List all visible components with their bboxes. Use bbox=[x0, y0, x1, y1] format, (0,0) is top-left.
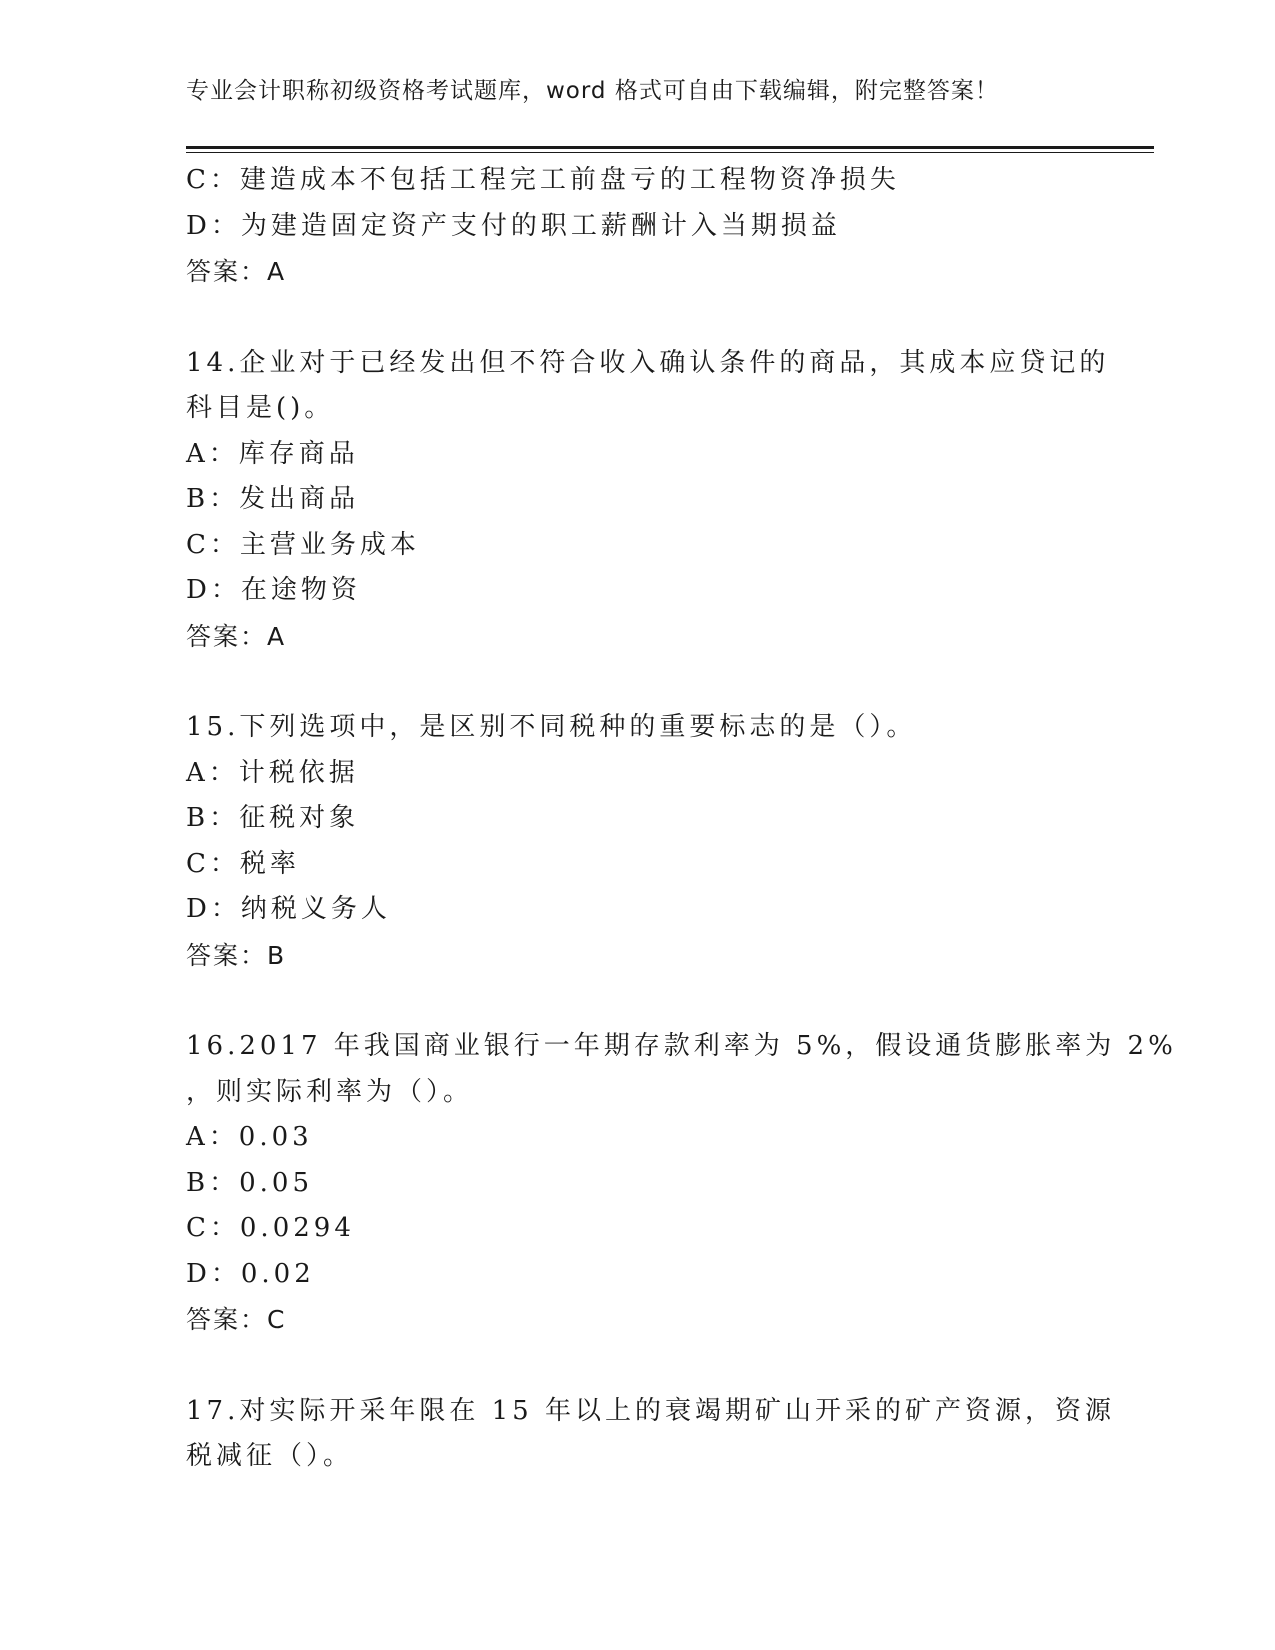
question-stem: ，则实际利率为（）。 bbox=[186, 1076, 474, 1107]
question-stem: 税减征（）。 bbox=[186, 1441, 354, 1471]
question-15 bbox=[186, 705, 1086, 978]
question-list bbox=[186, 158, 1177, 1480]
option-c: C：主营业务成本 bbox=[186, 529, 420, 560]
option-c: C：0.0294 bbox=[186, 1213, 355, 1243]
option-d: D：0.02 bbox=[186, 1258, 315, 1289]
page-header: 专业会计职称初级资格考试题库，word 格式可自由下载编辑，附完整答案！ bbox=[186, 78, 999, 104]
option-a: A：库存商品 bbox=[186, 438, 359, 469]
option-a: A：0.03 bbox=[186, 1122, 313, 1152]
option-b: B：发出商品 bbox=[186, 484, 360, 514]
question-stem: 17.对实际开采年限在 15 年以上的衰竭期矿山开采的矿产资源，资源 bbox=[186, 1395, 1115, 1426]
question-16 bbox=[186, 1024, 1177, 1343]
option-c: C：税率 bbox=[186, 848, 300, 879]
question-17 bbox=[186, 1389, 1115, 1480]
option-c: C：建造成本不包括工程完工前盘亏的工程物资净损失 bbox=[186, 165, 900, 195]
question-stem: 科目是()。 bbox=[186, 393, 335, 423]
option-d: D：为建造固定资产支付的职工薪酬计入当期损益 bbox=[186, 210, 841, 241]
question-13-tail bbox=[186, 158, 1086, 295]
header-rule-thick bbox=[186, 146, 1154, 149]
question-14 bbox=[186, 341, 1110, 660]
option-b: B：0.05 bbox=[186, 1167, 313, 1198]
answer: 答案：B bbox=[186, 940, 287, 970]
answer: 答案：A bbox=[186, 621, 287, 651]
answer: 答案：A bbox=[186, 257, 287, 286]
answer: 答案：C bbox=[186, 1305, 287, 1334]
option-b: B：征税对象 bbox=[186, 803, 360, 833]
question-stem: 15.下列选项中，是区别不同税种的重要标志的是（）。 bbox=[186, 712, 917, 742]
header-rule-thin bbox=[186, 152, 1154, 153]
question-stem: 16.2017 年我国商业银行一年期存款利率为 5%，假设通货膨胀率为 2% bbox=[186, 1031, 1177, 1061]
question-stem: 14.企业对于已经发出但不符合收入确认条件的商品，其成本应贷记的 bbox=[186, 347, 1110, 378]
option-a: A：计税依据 bbox=[186, 757, 359, 788]
option-d: D：在途物资 bbox=[186, 575, 361, 605]
option-d: D：纳税义务人 bbox=[186, 894, 391, 924]
